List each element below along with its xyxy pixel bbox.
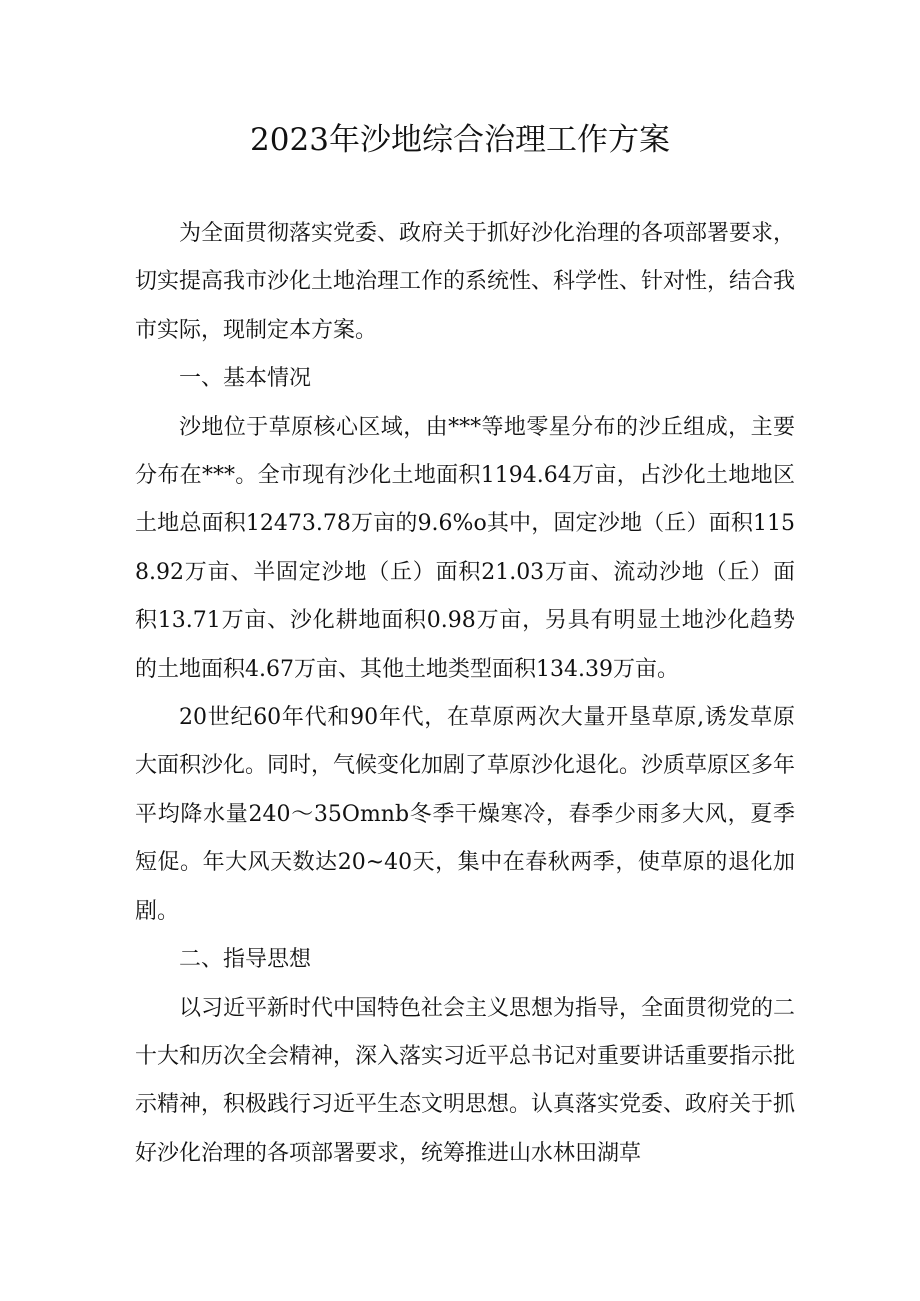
basic-situation-paragraph-1: 沙地位于草原核心区域，由***等地零星分布的沙丘组成，主要分布在***。全市现有沙化土地面积1194.64万亩，占沙化土地地区土地总面积12473.78万亩的9.6%o其中，固定沙地（丘）面积1158.92万亩、半固定沙地（丘）面积21.03万亩、流动沙地（丘）面积13.71万亩、沙化耕地面积0.98万亩，另具有明显土地沙化趋势的土地面积4.67万亩、其他土地类型面积134.39万亩。 — [135, 414, 795, 682]
document-title: 2023年沙地综合治理工作方案 — [250, 122, 670, 158]
section-heading-guiding-ideology: 二、指导思想 — [179, 947, 312, 973]
guiding-ideology-paragraph: 以习近平新时代中国特色社会主义思想为指导，全面贯彻党的二十大和历次全会精神，深入落实习近平总书记对重要讲话重要指示批示精神，积极践行习近平生态文明思想。认真落实党委、政府关于抓好沙化治理的各项部署要求，统筹推进山水林田湖草 — [135, 995, 796, 1166]
intro-paragraph: 为全面贯彻落实党委、政府关于抓好沙化治理的各项部署要求，切实提高我市沙化土地治理工作的系统性、科学性、针对性，结合我市实际，现制定本方案。 — [135, 221, 796, 343]
basic-situation-paragraph-2: 20世纪60年代和90年代，在草原两次大量开垦草原,诱发草原大面积沙化。同时，气候变化加剧了草原沙化退化。沙质草原区多年平均降水量240～35Omnb冬季干燥寒冷，春季少雨多大风，夏季短促。年大风天数达20~40天，集中在春秋两季，使草原的退化加剧。 — [135, 705, 796, 924]
section-heading-basic-situation: 一、基本情况 — [179, 366, 312, 392]
document-body — [135, 210, 795, 1178]
